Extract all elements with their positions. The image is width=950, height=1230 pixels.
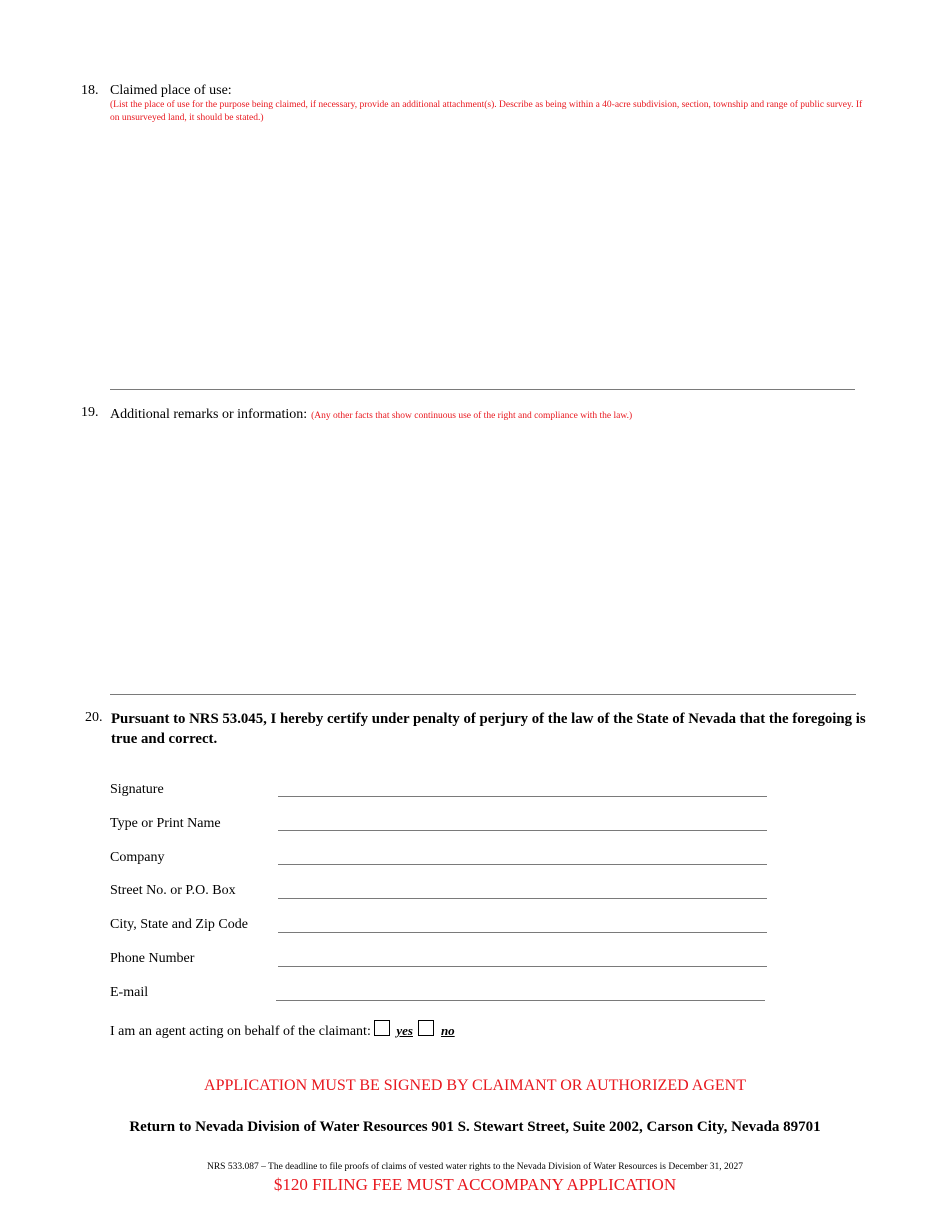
- agent-question-row: [110, 1020, 455, 1040]
- place-of-use-answer-area[interactable]: [110, 130, 855, 388]
- company-label: Company: [110, 850, 165, 865]
- yes-option-label: yes: [396, 1023, 413, 1038]
- filing-fee-notice: $120 FILING FEE MUST ACCOMPANY APPLICATION: [273, 1175, 677, 1194]
- street-field[interactable]: [278, 898, 767, 899]
- remarks-answer-area[interactable]: [110, 430, 856, 692]
- item-18-label: Claimed place of use:: [110, 83, 232, 98]
- return-address: Return to Nevada Division of Water Resources 901 S. Stewart Street, Suite 2002, Carson City, Nevada 89701: [129, 1119, 821, 1135]
- city-state-zip-field[interactable]: [278, 932, 767, 933]
- must-sign-notice: APPLICATION MUST BE SIGNED BY CLAIMANT OR AUTHORIZED AGENT: [204, 1077, 746, 1094]
- item-19-number: 19.: [81, 405, 99, 420]
- no-checkbox[interactable]: [418, 1020, 434, 1036]
- email-label: E-mail: [110, 985, 149, 1000]
- city-state-zip-label: City, State and Zip Code: [110, 917, 248, 932]
- signature-field[interactable]: [278, 796, 767, 797]
- deadline-note: NRS 533.087 – The deadline to file proofs of claims of vested water rights to the Nevada Division of Water Resources is December 31, 2027: [206, 1162, 744, 1172]
- email-field[interactable]: [276, 1000, 765, 1001]
- certification-statement: Pursuant to NRS 53.045, I hereby certify under penalty of perjury of the law of the State of Nevada that the foregoing is true and correct.: [111, 711, 866, 747]
- item-18-number: 18.: [81, 83, 99, 98]
- print-name-label: Type or Print Name: [110, 816, 221, 831]
- item-18-rule: [110, 389, 855, 390]
- item-18-note: (List the place of use for the purpose being claimed, if necessary, provide an additional attachment(s). Describe as being within a 40-acre subdivision, section, township and range of public survey. If on unsurveyed land, it should be stated.): [110, 100, 863, 123]
- print-name-field[interactable]: [278, 830, 767, 831]
- yes-checkbox[interactable]: [374, 1020, 390, 1036]
- item-20-number: 20.: [85, 710, 103, 725]
- company-field[interactable]: [278, 864, 767, 865]
- no-option-label: no: [440, 1023, 455, 1038]
- item-19-rule: [110, 694, 856, 695]
- street-label: Street No. or P.O. Box: [110, 883, 236, 898]
- agent-question-label: I am an agent acting on behalf of the claimant:: [110, 1024, 371, 1039]
- phone-label: Phone Number: [110, 951, 195, 966]
- item-19-note: (Any other facts that show continuous use of the right and compliance with the law.): [311, 411, 633, 421]
- phone-field[interactable]: [278, 966, 767, 967]
- item-19-heading: [110, 405, 632, 423]
- item-19-label: Additional remarks or information:: [110, 407, 308, 422]
- signature-label: Signature: [110, 782, 164, 797]
